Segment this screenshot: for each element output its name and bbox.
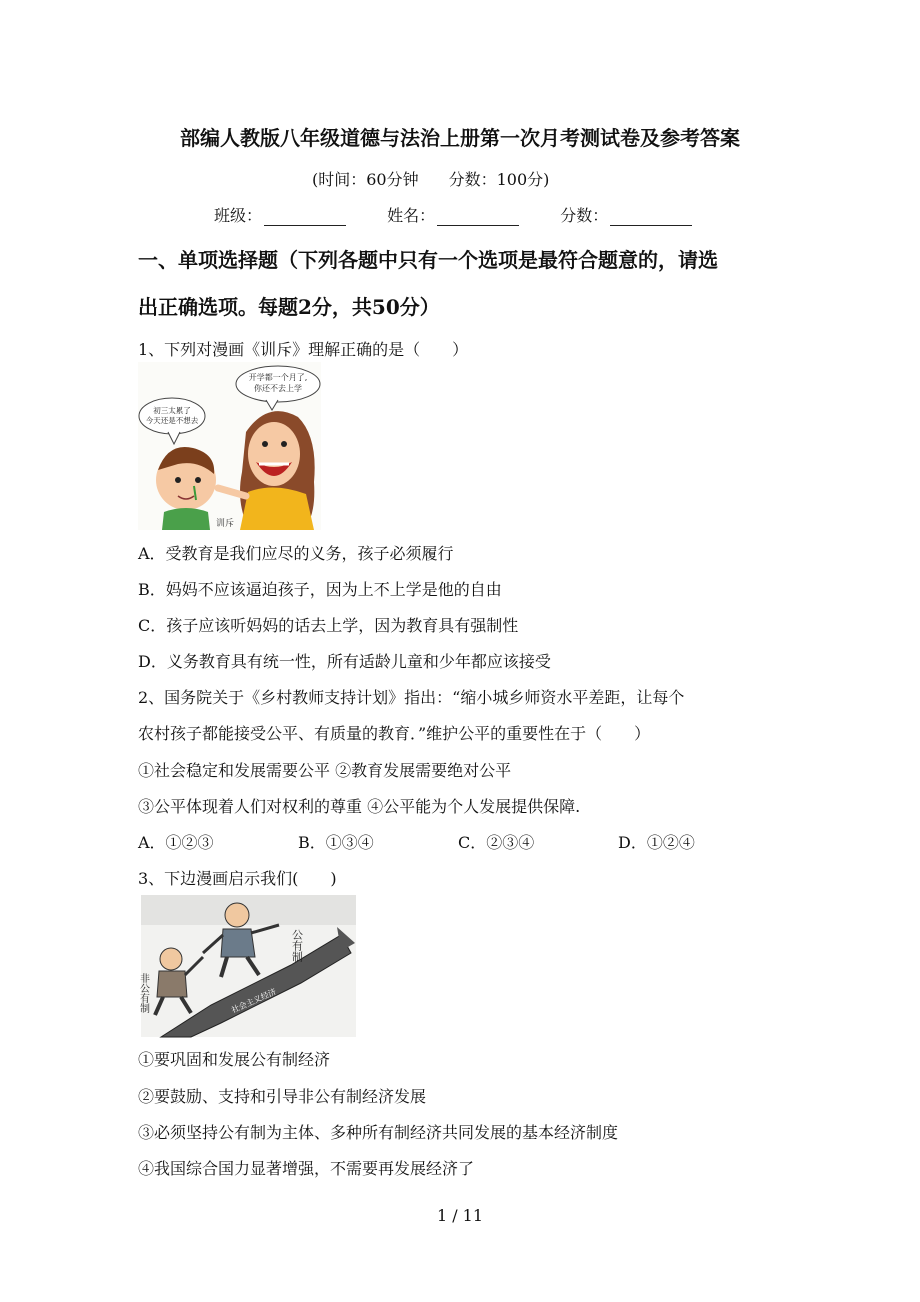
section-heading-line2: 出正确选项。每题2分，共50分） [138, 295, 440, 319]
cartoon-economy-image [137, 895, 356, 1037]
q3-statement-3: ③必须坚持公有制为主体、多种所有制经济共同发展的基本经济制度 [138, 1123, 619, 1142]
cartoon-caption: 训斥 [216, 519, 235, 529]
score-blank [610, 209, 692, 226]
name-blank [437, 209, 519, 226]
q1-option-a: A．受教育是我们应尽的义务，孩子必须履行 [138, 544, 454, 563]
q3-statement-2: ②要鼓励、支持和引导非公有制经济发展 [138, 1087, 427, 1106]
student-fields [214, 203, 728, 226]
cartoon-road-label: 社会主义经济 [230, 987, 278, 1015]
exam-total-score: 分数：100分) [448, 170, 550, 189]
cartoon-public-label: 公有制 [290, 929, 304, 962]
q1-option-b: B．妈妈不应该逼迫孩子，因为上不上学是他的自由 [138, 580, 502, 599]
cartoon-scolding-image [138, 362, 321, 530]
document-title: 部编人教版八年级道德与法治上册第一次月考测试卷及参考答案 [180, 126, 740, 150]
class-blank [264, 209, 346, 226]
question-2-stem-line2: 农村孩子都能接受公平、有质量的教育．”维护公平的重要性在于（ ） [138, 724, 651, 743]
q2-statement-line1: ①社会稳定和发展需要公平 ②教育发展需要绝对公平 [138, 761, 512, 780]
page-number: 1 / 11 [436, 1206, 484, 1225]
kid-bubble-line1: 初三太累了 [153, 406, 191, 415]
q2-statement-line2: ③公平体现着人们对权利的尊重 ④公平能为个人发展提供保障. [138, 797, 581, 816]
kid-bubble-line2: 今天还是不想去 [145, 416, 199, 425]
mom-bubble-line1: 开学都一个月了, [248, 373, 308, 382]
class-label: 班级： [214, 206, 263, 225]
name-field [387, 203, 519, 226]
question-3-stem: 3、下边漫画启示我们( ) [138, 869, 337, 888]
score-field [560, 203, 692, 226]
exam-meta [312, 167, 549, 190]
question-2-stem-line1: 2、国务院关于《乡村教师支持计划》指出：“缩小城乡师资水平差距，让每个 [138, 688, 685, 707]
q2-option-c: C．②③④ [458, 833, 535, 852]
question-1-stem: 1、下列对漫画《训斥》理解正确的是（ ） [138, 340, 469, 359]
q2-option-b: B．①③④ [298, 833, 374, 852]
q3-statement-4: ④我国综合国力显著增强，不需要再发展经济了 [138, 1159, 475, 1178]
q1-option-d: D．义务教育具有统一性，所有适龄儿童和少年都应该接受 [138, 652, 551, 671]
exam-time: (时间：60分钟 [312, 170, 419, 189]
name-label: 姓名： [387, 206, 436, 225]
cartoon-nonpublic-label: 非公有制 [137, 973, 149, 1013]
section-heading-line1: 一、单项选择题（下列各题中只有一个选项是最符合题意的，请选 [138, 248, 718, 272]
q1-option-c: C．孩子应该听妈妈的话去上学，因为教育具有强制性 [138, 616, 519, 635]
score-label: 分数： [560, 206, 609, 225]
q2-option-a: A．①②③ [138, 833, 214, 852]
q2-option-d: D．①②④ [618, 833, 695, 852]
q2-options-row [138, 830, 778, 853]
mom-bubble-line2: 你还不去上学 [254, 384, 302, 393]
q3-statement-1: ①要巩固和发展公有制经济 [138, 1050, 331, 1069]
class-field [214, 203, 346, 226]
